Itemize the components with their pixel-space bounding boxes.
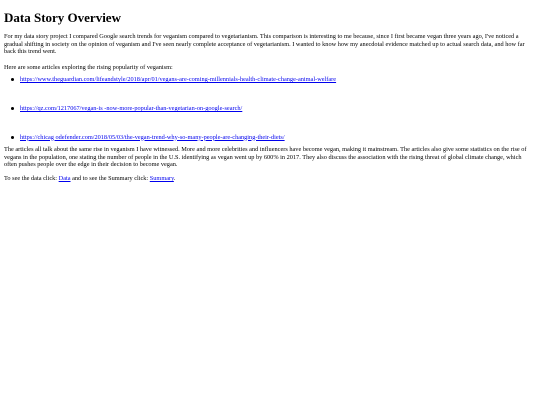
summary-paragraph: The articles all talk about the same rise in veganism I have witnessed. More and more celebrities and influencers have become vegan, making it mainstream. The articles also give some statistics on the rise of vegans in the population, one stating the number of people in the U.S. identifying as vegan went up by 600% in 2017. They also discuss the association with the rising threat of global climate change, which often pushes people over the edge in their decision to become vegan. [4, 146, 527, 169]
articles-list-2 [4, 105, 535, 113]
nav-middle: and to see the Summary click: [72, 174, 149, 182]
article-link-guardian[interactable]: https://www.theguardian.com/lifeandstyle/2018/apr/01/vegans-are-coming-millennials-health-climate-change-animal-welfare [20, 76, 337, 84]
articles-list-block [4, 76, 535, 141]
articles-list [4, 76, 535, 84]
nav-paragraph [4, 175, 535, 183]
bullet-icon [11, 78, 14, 81]
article-item-1 [20, 76, 535, 84]
summary-link[interactable]: Summary [149, 174, 174, 182]
nav-prefix: To see the data click: [4, 174, 58, 182]
page-title: Data Story Overview [4, 10, 121, 25]
nav-suffix: . [173, 174, 176, 182]
article-link-qz[interactable]: https://qz.com/1217067/vegan-is -now-more-popular-than-vegetarian-on-google-search/ [20, 104, 243, 112]
articles-label: Here are some articles exploring the rising popularity of veganism: [4, 63, 173, 71]
articles-list-3 [4, 134, 535, 142]
intro-paragraph: For my data story project I compared Google search trends for veganism compared to vegetarianism. This comparison is interesting to me because, since I first became vegan three years ago, I've noticed a gradual shifting in society on the opinion of veganism and I've seen nearly complete acceptance of vegetarianism. I wanted to know how my anecdotal evidence matched up to actual search data, and how far back this trend went. [4, 33, 525, 56]
data-link[interactable]: Data [58, 174, 71, 182]
bullet-icon [11, 136, 14, 139]
bullet-icon [11, 107, 14, 110]
article-item-3 [20, 134, 535, 142]
article-link-chicago-defender[interactable]: https://chicag odefender.com/2018/05/03/the-vegan-trend-why-so-many-people-are-changing-their-diets/ [20, 133, 285, 141]
article-item-2 [20, 105, 535, 113]
